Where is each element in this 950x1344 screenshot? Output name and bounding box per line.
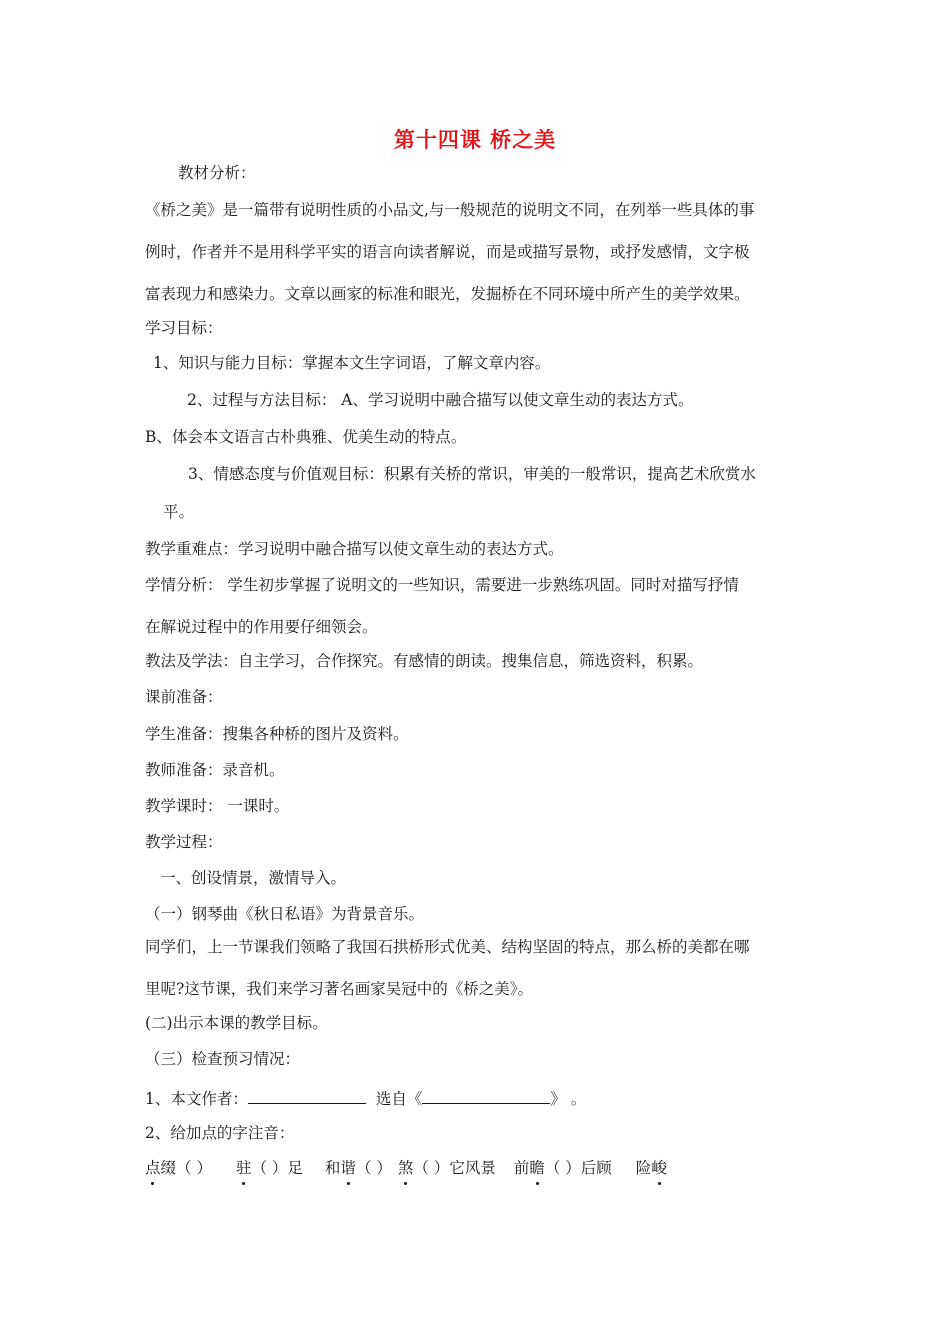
- source-label: 选自《: [375, 1090, 423, 1108]
- exercise-text: （ ）它风景: [413, 1159, 496, 1177]
- exercise-text: （ ）后顾: [544, 1159, 612, 1177]
- text-line: B、体会本文语言古朴典雅、优美生动的特点。: [145, 428, 467, 446]
- text-line: 富表现力和感染力。文章以画家的标准和眼光，发掘桥在不同环境中所产生的美学效果。: [145, 285, 750, 303]
- author-line: [145, 1087, 586, 1109]
- text-line: 教师准备：录音机。: [145, 761, 285, 779]
- text-line: 2、过程与方法目标： A、学习说明中融合描写以使文章生动的表达方式。: [187, 391, 694, 409]
- text-line: 学习目标：: [145, 319, 223, 337]
- dotted-char: 谐: [340, 1159, 356, 1177]
- text-line: 教材分析：: [178, 164, 256, 182]
- pinyin-exercise-line: [145, 1158, 667, 1178]
- text-line: 教学重难点：学习说明中融合描写以使文章生动的表达方式。: [145, 540, 564, 558]
- text-line: 里呢?这节课，我们来学习著名画家吴冠中的《桥之美》。: [145, 980, 534, 998]
- text-line: 3、情感态度与价值观目标：积累有关桥的常识，审美的一般常识，提高艺术欣赏水: [188, 465, 756, 483]
- lesson-title: 第十四课 桥之美: [393, 127, 557, 152]
- text-line: 例时，作者并不是用科学平实的语言向读者解说，而是或描写景物，或抒发感情，文字极: [145, 243, 750, 261]
- text-line: 1、知识与能力目标：掌握本文生字词语，了解文章内容。: [153, 354, 551, 372]
- author-label: 1、本文作者：: [145, 1090, 248, 1108]
- text-line: 课前准备：: [145, 688, 223, 706]
- text-line: (二)出示本课的教学目标。: [145, 1014, 328, 1032]
- exercise-text: 和: [324, 1159, 341, 1177]
- text-line: 学生准备：搜集各种桥的图片及资料。: [145, 725, 409, 743]
- text-line: 2、给加点的字注音：: [145, 1124, 295, 1142]
- text-line: 同学们，上一节课我们领略了我国石拱桥形式优美、结构坚固的特点，那么桥的美都在哪: [145, 938, 750, 956]
- dotted-char: 瞻: [529, 1159, 545, 1177]
- text-line: 教法及学法：自主学习，合作探究。有感情的朗读。搜集信息，筛选资料，积累。: [145, 652, 704, 670]
- dotted-char: 煞: [397, 1159, 414, 1177]
- text-line: 教学过程：: [145, 833, 223, 851]
- text-line: 平。: [163, 503, 195, 521]
- text-line: 在解说过程中的作用要仔细领会。: [145, 618, 378, 636]
- text-line: 学情分析： 学生初步掌握了说明文的一些知识，需要进一步熟练巩固。同时对描写抒情: [145, 576, 739, 594]
- text-line: （一）钢琴曲《秋日私语》为背景音乐。: [145, 905, 425, 923]
- text-line: （三）检查预习情况：: [145, 1050, 301, 1068]
- dotted-char: 点: [145, 1159, 161, 1177]
- text-line: 一、创设情景，激情导入。: [160, 869, 347, 887]
- author-blank[interactable]: [248, 1087, 366, 1104]
- source-blank[interactable]: [422, 1087, 550, 1104]
- text-line: 教学课时： 一课时。: [145, 797, 290, 815]
- dotted-char: 驻: [235, 1159, 252, 1177]
- text-line: 《桥之美》是一篇带有说明性质的小品文,与一般规范的说明文不同，在列举一些具体的事: [145, 201, 755, 219]
- dotted-char: 峻: [651, 1159, 667, 1177]
- exercise-text: 前: [513, 1159, 530, 1177]
- exercise-text: 险: [635, 1159, 652, 1177]
- source-suffix: 》 。: [550, 1090, 587, 1108]
- exercise-text: （ ）足: [251, 1159, 303, 1177]
- exercise-text: 缀（ ）: [160, 1159, 212, 1177]
- exercise-text: （ ）: [355, 1159, 392, 1177]
